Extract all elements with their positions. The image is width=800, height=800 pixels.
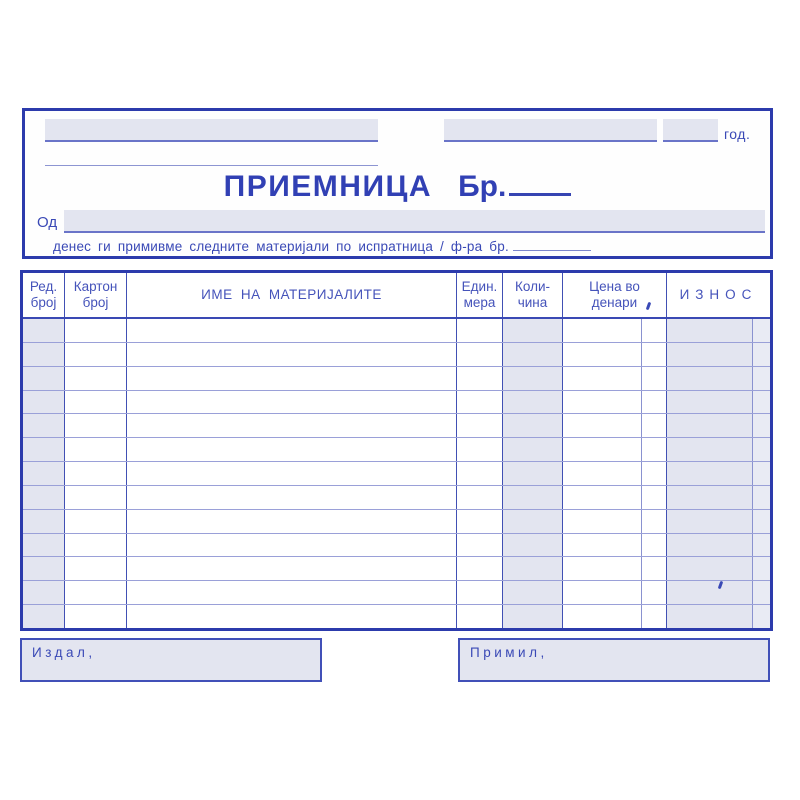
cell-ime[interactable] — [127, 486, 457, 509]
cell-edin-mera[interactable] — [457, 343, 503, 366]
cell-karton-broj[interactable] — [65, 486, 127, 509]
cell-kolicina[interactable] — [503, 438, 563, 461]
cell-edin-mera[interactable] — [457, 605, 503, 628]
cell-karton-broj[interactable] — [65, 414, 127, 437]
from-label: Од — [37, 214, 58, 231]
cell-edin-mera[interactable] — [457, 557, 503, 580]
table-row — [23, 391, 770, 415]
invoice-number-blank[interactable] — [513, 238, 591, 251]
cell-iznos-whole[interactable] — [667, 510, 753, 533]
number-blank-field[interactable] — [509, 169, 571, 196]
cell-kolicina[interactable] — [503, 319, 563, 342]
cell-edin-mera[interactable] — [457, 581, 503, 604]
cell-cena-frac[interactable] — [642, 581, 667, 604]
cell-red-broj[interactable] — [23, 510, 65, 533]
cell-iznos-frac[interactable] — [753, 367, 770, 390]
cell-red-broj[interactable] — [23, 343, 65, 366]
intro-row — [53, 238, 591, 254]
cell-iznos-whole[interactable] — [667, 438, 753, 461]
cell-ime[interactable] — [127, 438, 457, 461]
cell-red-broj[interactable] — [23, 534, 65, 557]
intro-text: денес ги примивме следните материјали по испратница / ф-ра бр. — [53, 239, 509, 254]
table-body — [23, 319, 770, 628]
cell-ime[interactable] — [127, 581, 457, 604]
cell-ime[interactable] — [127, 534, 457, 557]
cell-cena-frac[interactable] — [642, 343, 667, 366]
table-row — [23, 581, 770, 605]
cell-karton-broj[interactable] — [65, 581, 127, 604]
cell-red-broj[interactable] — [23, 557, 65, 580]
cell-karton-broj[interactable] — [65, 438, 127, 461]
table-row — [23, 605, 770, 628]
cell-iznos-frac[interactable] — [753, 438, 770, 461]
column-header-ime-na-materijalite: ИМЕ НА МАТЕРИЈАЛИТЕ — [127, 273, 457, 317]
cell-karton-broj[interactable] — [65, 462, 127, 485]
cell-ime[interactable] — [127, 462, 457, 485]
cell-edin-mera[interactable] — [457, 534, 503, 557]
cell-edin-mera[interactable] — [457, 438, 503, 461]
issued-by-box[interactable] — [20, 638, 322, 682]
column-header-red-broj: Ред. број — [23, 273, 65, 317]
cell-karton-broj[interactable] — [65, 391, 127, 414]
cell-cena-frac[interactable] — [642, 367, 667, 390]
year-field[interactable] — [663, 119, 718, 142]
title-row — [25, 169, 770, 204]
column-header-iznos: ИЗНОС — [679, 287, 758, 303]
cell-iznos-frac[interactable] — [753, 581, 770, 604]
cell-red-broj[interactable] — [23, 486, 65, 509]
form-title: ПРИЕМНИЦА — [223, 170, 433, 203]
cell-iznos-whole[interactable] — [667, 605, 753, 628]
cell-edin-mera[interactable] — [457, 486, 503, 509]
cell-iznos-frac[interactable] — [753, 510, 770, 533]
cell-edin-mera[interactable] — [457, 462, 503, 485]
cell-iznos-frac[interactable] — [753, 414, 770, 437]
cell-iznos-frac[interactable] — [753, 557, 770, 580]
cell-cena-whole[interactable] — [563, 414, 642, 437]
cell-iznos-frac[interactable] — [753, 462, 770, 485]
cell-iznos-frac[interactable] — [753, 486, 770, 509]
cell-iznos-frac[interactable] — [753, 343, 770, 366]
table-row — [23, 343, 770, 367]
cell-iznos-whole[interactable] — [667, 581, 753, 604]
materials-table — [20, 270, 773, 631]
column-header-edin-mera: Един. мера — [457, 273, 503, 317]
table-row — [23, 414, 770, 438]
cell-cena-whole[interactable] — [563, 391, 642, 414]
form-header-box — [22, 108, 773, 259]
cell-red-broj[interactable] — [23, 367, 65, 390]
cell-iznos-whole[interactable] — [667, 486, 753, 509]
cell-ime[interactable] — [127, 510, 457, 533]
cell-edin-mera[interactable] — [457, 367, 503, 390]
recipient-name-field[interactable] — [45, 119, 378, 142]
table-header-row — [23, 273, 770, 319]
cell-iznos-whole[interactable] — [667, 319, 753, 342]
cell-iznos-whole[interactable] — [667, 534, 753, 557]
cell-red-broj[interactable] — [23, 581, 65, 604]
cell-karton-broj[interactable] — [65, 557, 127, 580]
column-header-kolicina: Коли- чина — [503, 273, 563, 317]
table-row — [23, 367, 770, 391]
table-row — [23, 319, 770, 343]
cell-edin-mera[interactable] — [457, 319, 503, 342]
cell-edin-mera[interactable] — [457, 391, 503, 414]
cell-karton-broj[interactable] — [65, 534, 127, 557]
cell-cena-frac[interactable] — [642, 534, 667, 557]
cell-cena-frac[interactable] — [642, 438, 667, 461]
cell-iznos-frac[interactable] — [753, 534, 770, 557]
cell-ime[interactable] — [127, 343, 457, 366]
cell-cena-frac[interactable] — [642, 319, 667, 342]
cell-iznos-whole[interactable] — [667, 343, 753, 366]
cell-cena-frac[interactable] — [642, 462, 667, 485]
cell-karton-broj[interactable] — [65, 367, 127, 390]
cell-iznos-whole[interactable] — [667, 391, 753, 414]
cell-cena-whole[interactable] — [563, 486, 642, 509]
cell-red-broj[interactable] — [23, 414, 65, 437]
cell-cena-whole[interactable] — [563, 605, 642, 628]
cell-kolicina[interactable] — [503, 605, 563, 628]
cell-ime[interactable] — [127, 319, 457, 342]
cell-karton-broj[interactable] — [65, 343, 127, 366]
table-row — [23, 438, 770, 462]
cell-cena-frac[interactable] — [642, 557, 667, 580]
cell-kolicina[interactable] — [503, 343, 563, 366]
cell-cena-frac[interactable] — [642, 605, 667, 628]
cell-karton-broj[interactable] — [65, 605, 127, 628]
cell-kolicina[interactable] — [503, 414, 563, 437]
cell-ime[interactable] — [127, 391, 457, 414]
cell-iznos-whole[interactable] — [667, 414, 753, 437]
address-blank-line[interactable] — [45, 163, 378, 166]
cell-cena-whole[interactable] — [563, 581, 642, 604]
cell-kolicina[interactable] — [503, 367, 563, 390]
cell-kolicina[interactable] — [503, 391, 563, 414]
received-by-box[interactable] — [458, 638, 770, 682]
cell-red-broj[interactable] — [23, 319, 65, 342]
cell-iznos-frac[interactable] — [753, 391, 770, 414]
table-row — [23, 557, 770, 581]
column-header-cena-vo-denari: Цена во денари — [563, 273, 667, 317]
cell-karton-broj[interactable] — [65, 319, 127, 342]
cell-cena-frac[interactable] — [642, 391, 667, 414]
received-by-label: Примил, — [470, 645, 548, 660]
cell-kolicina[interactable] — [503, 510, 563, 533]
cell-kolicina[interactable] — [503, 486, 563, 509]
cell-cena-whole[interactable] — [563, 462, 642, 485]
cell-kolicina[interactable] — [503, 462, 563, 485]
cell-cena-whole[interactable] — [563, 438, 642, 461]
cell-cena-whole[interactable] — [563, 319, 642, 342]
cell-cena-frac[interactable] — [642, 414, 667, 437]
cell-edin-mera[interactable] — [457, 414, 503, 437]
cell-red-broj[interactable] — [23, 605, 65, 628]
cell-kolicina[interactable] — [503, 534, 563, 557]
cell-iznos-whole[interactable] — [667, 367, 753, 390]
column-header-karton-broj: Картон број — [65, 273, 127, 317]
cell-ime[interactable] — [127, 557, 457, 580]
cell-cena-whole[interactable] — [563, 367, 642, 390]
table-row — [23, 486, 770, 510]
cell-iznos-frac[interactable] — [753, 319, 770, 342]
cell-red-broj[interactable] — [23, 462, 65, 485]
cell-cena-frac[interactable] — [642, 510, 667, 533]
issued-by-label: Издал, — [32, 645, 96, 660]
year-suffix-label: год. — [724, 126, 751, 142]
cell-kolicina[interactable] — [503, 581, 563, 604]
cell-ime[interactable] — [127, 367, 457, 390]
cell-iznos-whole[interactable] — [667, 462, 753, 485]
cell-kolicina[interactable] — [503, 557, 563, 580]
table-row — [23, 510, 770, 534]
cell-iznos-whole[interactable] — [667, 557, 753, 580]
table-row — [23, 462, 770, 486]
supplier-field[interactable] — [64, 210, 765, 233]
cell-red-broj[interactable] — [23, 438, 65, 461]
cell-iznos-frac[interactable] — [753, 605, 770, 628]
cell-cena-whole[interactable] — [563, 557, 642, 580]
cell-edin-mera[interactable] — [457, 510, 503, 533]
cell-ime[interactable] — [127, 414, 457, 437]
table-row — [23, 534, 770, 558]
cell-red-broj[interactable] — [23, 391, 65, 414]
cell-karton-broj[interactable] — [65, 510, 127, 533]
cell-ime[interactable] — [127, 605, 457, 628]
cell-cena-frac[interactable] — [642, 486, 667, 509]
cell-cena-whole[interactable] — [563, 343, 642, 366]
cell-cena-whole[interactable] — [563, 534, 642, 557]
number-label: Бр. — [458, 170, 507, 203]
place-field[interactable] — [444, 119, 657, 142]
cell-cena-whole[interactable] — [563, 510, 642, 533]
